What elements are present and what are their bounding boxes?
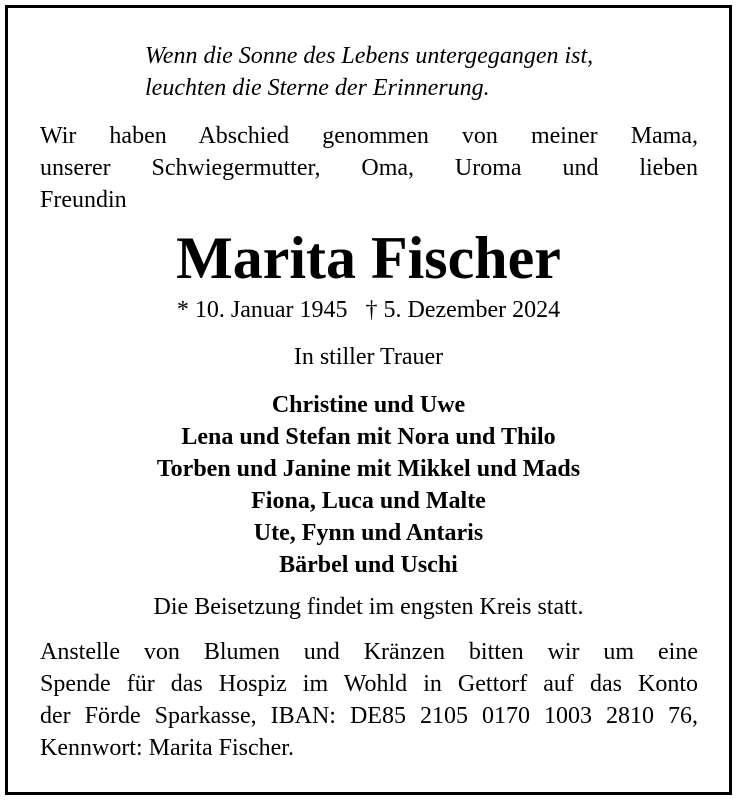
- intro-line: Freundin: [40, 187, 127, 213]
- intro-line: unserer Schwiegermutter, Oma, Uroma und lieben: [40, 155, 698, 181]
- mourner-line: Christine und Uwe: [271, 392, 466, 418]
- mourners-list: [0, 389, 737, 581]
- motto-verse: [145, 40, 593, 104]
- deceased-name: Marita Fischer: [176, 225, 561, 291]
- motto-line: leuchten die Sterne der Erinnerung.: [145, 75, 490, 101]
- donation-line: Anstelle von Blumen und Kränzen bitten wir um eine: [40, 639, 698, 665]
- mourner-line: Ute, Fynn und Antaris: [253, 520, 484, 546]
- donation-line: Spende für das Hospiz im Wohld in Gettorf auf das Konto: [40, 671, 698, 697]
- burial-note: Die Beisetzung findet im engsten Kreis statt.: [153, 594, 584, 620]
- mourner-line: Bärbel und Uschi: [279, 552, 458, 578]
- donation-line: der Förde Sparkasse, IBAN: DE85 2105 0170 1003 2810 76,: [40, 703, 698, 729]
- intro-text: [40, 120, 698, 216]
- donation-request: [40, 636, 698, 764]
- motto-line: Wenn die Sonne des Lebens untergegangen ist,: [145, 43, 594, 69]
- mourner-line: Torben und Janine mit Mikkel und Mads: [156, 456, 581, 482]
- donation-line: Kennwort: Marita Fischer.: [40, 735, 294, 761]
- mourner-line: Lena und Stefan mit Nora und Thilo: [181, 424, 556, 450]
- intro-line: Wir haben Abschied genommen von meiner Mama,: [40, 123, 698, 149]
- mourner-line: Fiona, Luca und Malte: [251, 488, 486, 514]
- mourning-heading: In stiller Trauer: [293, 344, 444, 370]
- life-dates: * 10. Januar 1945 † 5. Dezember 2024: [176, 297, 561, 323]
